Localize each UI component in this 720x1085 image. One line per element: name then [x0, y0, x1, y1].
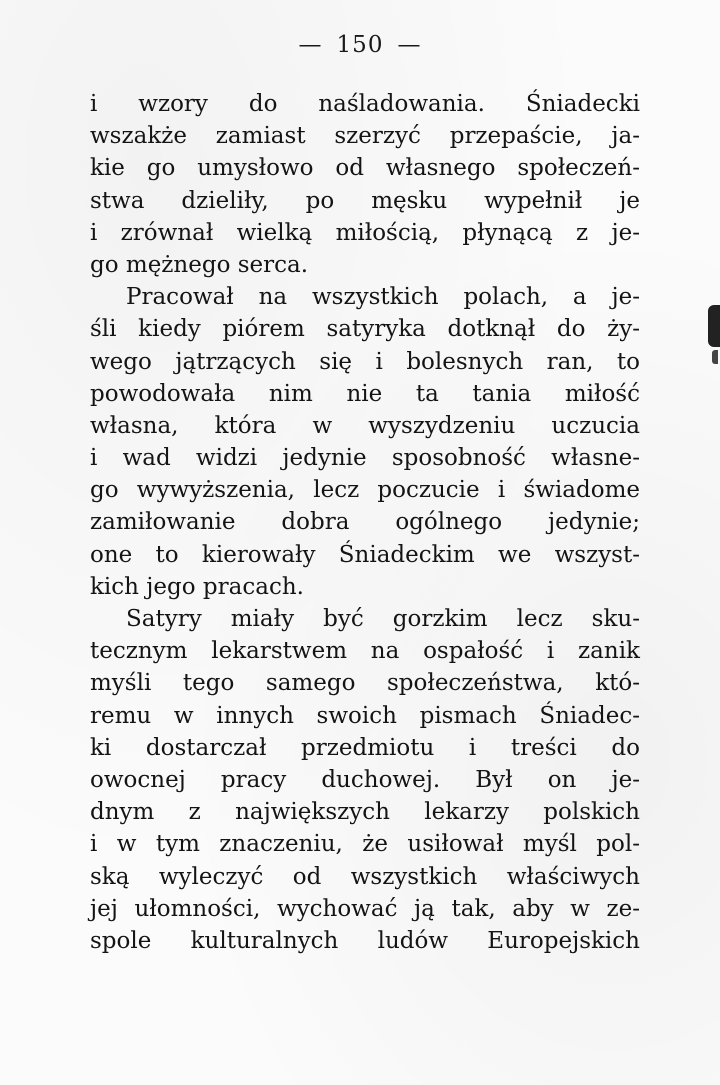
text-line: jej ułomności, wychować ją tak, aby w ze- — [90, 895, 640, 922]
text-line: wszakże zamiast szerzyć przepaście, ja- — [90, 123, 640, 150]
text-line: i wzory do naśladowania. Śniadecki — [90, 91, 640, 117]
binding-edge-mark-small — [712, 350, 718, 364]
text-line: go mężnego serca. — [90, 251, 309, 278]
text-line: i wad widzi jedynie sposobność własne- — [90, 445, 640, 472]
text-line: powodowała nim nie ta tania miłość — [90, 380, 640, 407]
text-line: owocnej pracy duchowej. Był on je- — [90, 766, 640, 793]
text-line: tecznym lekarstwem na ospałość i zanik — [90, 638, 640, 665]
binding-edge-mark — [708, 305, 720, 347]
text-line: one to kierowały Śniadeckim we wszyst- — [90, 541, 640, 568]
text-line: remu w innych swoich pismach Śniadec- — [90, 702, 640, 729]
text-line: własna, która w wyszydzeniu uczucia — [90, 412, 640, 439]
text-line: śli kiedy piórem satyryka dotknął do ży- — [90, 316, 640, 343]
text-line: i w tym znaczeniu, że usiłował myśl pol- — [90, 831, 640, 858]
text-line: Satyry miały być gorzkim lecz sku- — [126, 606, 640, 632]
text-line: i zrównał wielką miłością, płynącą z je- — [90, 219, 640, 246]
text-line: myśli tego samego społeczeństwa, któ- — [90, 670, 640, 697]
text-line: dnym z największych lekarzy polskich — [90, 799, 640, 826]
text-line: kich jego pracach. — [90, 573, 304, 600]
text-line: wego jątrzących się i bolesnych ran, to — [90, 348, 640, 375]
header-dash-left: — — [298, 32, 323, 58]
text-line: Pracował na wszystkich polach, a je- — [126, 284, 640, 311]
text-line: go wywyższenia, lecz poczucie i świadome — [90, 477, 640, 504]
text-line: ską wyleczyć od wszystkich właściwych — [90, 863, 640, 890]
header-dash-right: — — [397, 32, 422, 58]
page-number: 150 — [336, 32, 384, 58]
text-line: spole kulturalnych ludów Europejskich — [90, 927, 640, 954]
body-text — [90, 88, 640, 957]
text-line: ki dostarczał przedmiotu i treści do — [90, 734, 640, 761]
text-line: zamiłowanie dobra ogólnego jedynie; — [90, 509, 640, 536]
text-line: kie go umysłowo od własnego społeczeń- — [90, 155, 640, 182]
page-header — [0, 32, 720, 58]
text-line: stwa dzieliły, po męsku wypełnił je — [90, 187, 640, 214]
